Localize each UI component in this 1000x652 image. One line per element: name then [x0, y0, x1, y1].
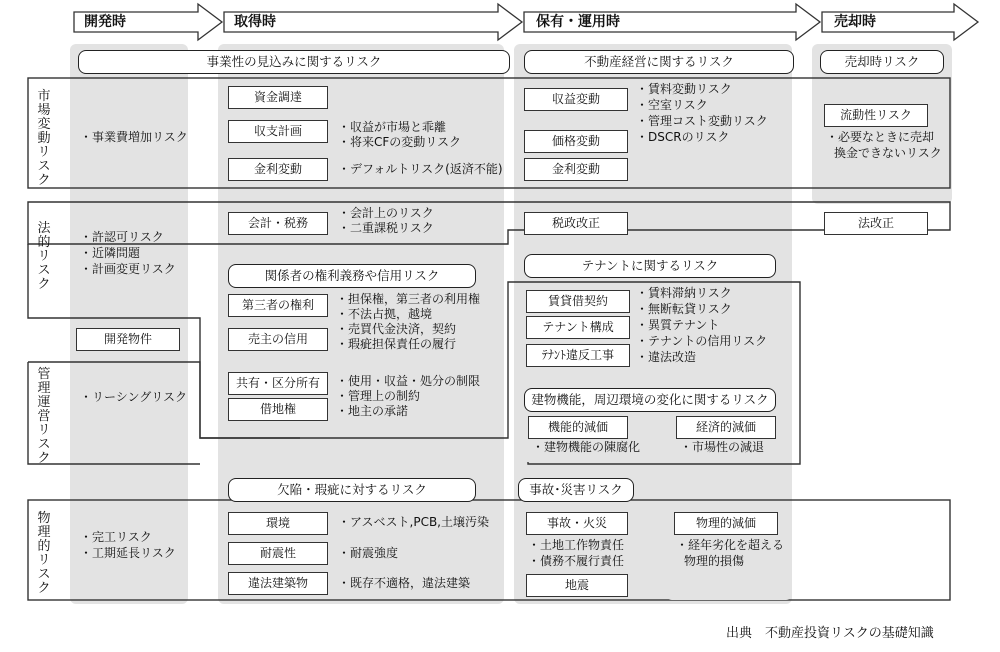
- hold-accident-note-1: ・土地工作物責任: [528, 538, 625, 552]
- acq-seismic-note: ・耐震強度: [338, 546, 399, 560]
- acq-rate-note: ・デフォルトリスク(返済不能): [338, 162, 503, 176]
- acq-seismic-box: 耐震性: [228, 542, 328, 565]
- legal-risk-outline: [28, 202, 950, 244]
- acq-illegal-box: 違法建築物: [228, 572, 328, 595]
- category-market: 市場変動リスク: [37, 89, 51, 188]
- hold-market-note-1: ・賃料変動リスク: [636, 82, 732, 96]
- acq-accounting-note-1: ・会計上のリスク: [338, 206, 434, 220]
- category-management: 管理運営リスク: [37, 367, 51, 466]
- acq-env-box: 環境: [228, 512, 328, 535]
- acq-co-ownership-box: 共有・区分所有: [228, 372, 328, 395]
- hold-market-note-2: ・空室リスク: [636, 98, 708, 112]
- hold-earthquake-box: 地震: [526, 574, 628, 597]
- dev-legal-item-1: ・許認可リスク: [80, 230, 164, 244]
- hold-functional-note: ・建物機能の陳腐化: [532, 440, 641, 454]
- phase-hold: 保有・運用時: [536, 14, 620, 30]
- sale-liquidity-note-2: 換金できないリスク: [834, 146, 942, 160]
- tenant-title: テナントに関するリスク: [524, 254, 776, 278]
- acq-third-party-box: 第三者の権利: [228, 294, 328, 317]
- phase-acq: 取得時: [234, 14, 276, 30]
- sale-liquidity-note-1: ・必要なときに売却: [826, 130, 935, 144]
- sale-law-change-box: 法改正: [824, 212, 928, 235]
- hold-tenant-note-1: ・賃料滞納リスク: [636, 286, 732, 300]
- acq-seller-credit-box: 売主の信用: [228, 328, 328, 351]
- acq-income-plan-box: 収支計画: [228, 120, 328, 143]
- hold-tenant-note-2: ・無断転貸リスク: [636, 302, 732, 316]
- sale-risk-title: 売却時リスク: [820, 50, 944, 74]
- hold-tenant-note-3: ・異質テナント: [636, 318, 720, 332]
- dev-legal-item-3: ・計画変更リスク: [80, 262, 176, 276]
- building-env-title: 建物機能，周辺環境の変化に関するリスク: [524, 388, 776, 412]
- re-management-title: 不動産経営に関するリスク: [524, 50, 794, 74]
- sale-physical-note-1: ・経年劣化を超える: [676, 538, 785, 552]
- acq-co-note-1: ・使用・収益・処分の制限: [336, 374, 481, 388]
- acq-rate-box: 金利変動: [228, 158, 328, 181]
- dev-market-text: ・事業費増加リスク: [80, 130, 188, 144]
- acq-rights-note-3: ・売買代金決済，契約: [336, 322, 457, 336]
- hold-functional-box: 機能的減価: [528, 416, 628, 439]
- hold-economic-note: ・市場性の減退: [680, 440, 765, 454]
- hold-market-note-3: ・管理コスト変動リスク: [636, 114, 768, 128]
- category-legal: 法的リスク: [37, 221, 51, 292]
- hold-tenant-note-4: ・テナントの信用リスク: [636, 334, 768, 348]
- acq-co-note-3: ・地主の承諾: [336, 404, 409, 418]
- hold-income-change-box: 収益変動: [524, 88, 628, 111]
- acq-rights-note-1: ・担保権，第三者の利用権: [336, 292, 481, 306]
- hold-rate-box: 金利変動: [524, 158, 628, 181]
- hold-price-change-box: 価格変動: [524, 130, 628, 153]
- acq-co-note-2: ・管理上の制約: [336, 389, 421, 403]
- dev-leasing-text: ・リーシングリスク: [80, 390, 187, 404]
- category-physical: 物理的リスク: [37, 511, 51, 596]
- acq-rights-note-4: ・瑕疵担保責任の履行: [336, 337, 457, 351]
- hold-tenant-violation-box: ﾃﾅﾝﾄ違反工事: [526, 344, 630, 367]
- acq-income-note-1: ・収益が市場と乖離: [338, 120, 447, 134]
- acq-env-note: ・アスベスト,PCB,土壌汚染: [338, 515, 489, 529]
- acq-leasehold-box: 借地権: [228, 398, 328, 421]
- sale-physical-note-2: 物理的損傷: [684, 554, 745, 568]
- dev-physical-item-2: ・工期延長リスク: [80, 546, 176, 560]
- dev-legal-item-2: ・近隣問題: [80, 246, 141, 260]
- phase-sale: 売却時: [834, 14, 876, 30]
- accident-title: 事故･災害リスク: [518, 478, 634, 502]
- hold-tenant-note-5: ・違法改造: [636, 350, 697, 364]
- hold-tax-box: 税政改正: [524, 212, 628, 235]
- hold-lease-contract-box: 賃貸借契約: [526, 290, 630, 313]
- phase-dev: 開発時: [84, 14, 126, 30]
- acq-funding-box: 資金調達: [228, 86, 328, 109]
- hold-economic-box: 経済的減価: [676, 416, 776, 439]
- hold-tenant-mix-box: テナント構成: [526, 316, 630, 339]
- acq-accounting-note-2: ・二重課税リスク: [338, 221, 434, 235]
- hold-accident-note-2: ・債務不履行責任: [528, 554, 625, 568]
- acq-rights-note-2: ・不法占拠，越境: [336, 307, 433, 321]
- business-outlook-title: 事業性の見込みに関するリスク: [78, 50, 510, 74]
- stakeholders-title: 関係者の権利義務や信用リスク: [228, 264, 476, 288]
- source-citation: 出典 不動産投資リスクの基礎知識: [726, 626, 934, 641]
- sale-liquidity-box: 流動性リスク: [824, 104, 928, 127]
- management-risk-outline-left: [28, 362, 200, 464]
- acq-income-note-2: ・将来CFの変動リスク: [338, 135, 462, 149]
- hold-accident-fire-box: 事故・火災: [526, 512, 628, 535]
- sale-physical-box: 物理的減価: [674, 512, 778, 535]
- hold-market-note-4: ・DSCRのリスク: [636, 130, 730, 144]
- dev-physical-item-1: ・完工リスク: [80, 530, 152, 544]
- acq-accounting-box: 会計・税務: [228, 212, 328, 235]
- defects-title: 欠陥・瑕疵に対するリスク: [228, 478, 476, 502]
- dev-property-box: 開発物件: [76, 328, 180, 351]
- acq-illegal-note: ・既存不適格，違法建築: [338, 576, 471, 590]
